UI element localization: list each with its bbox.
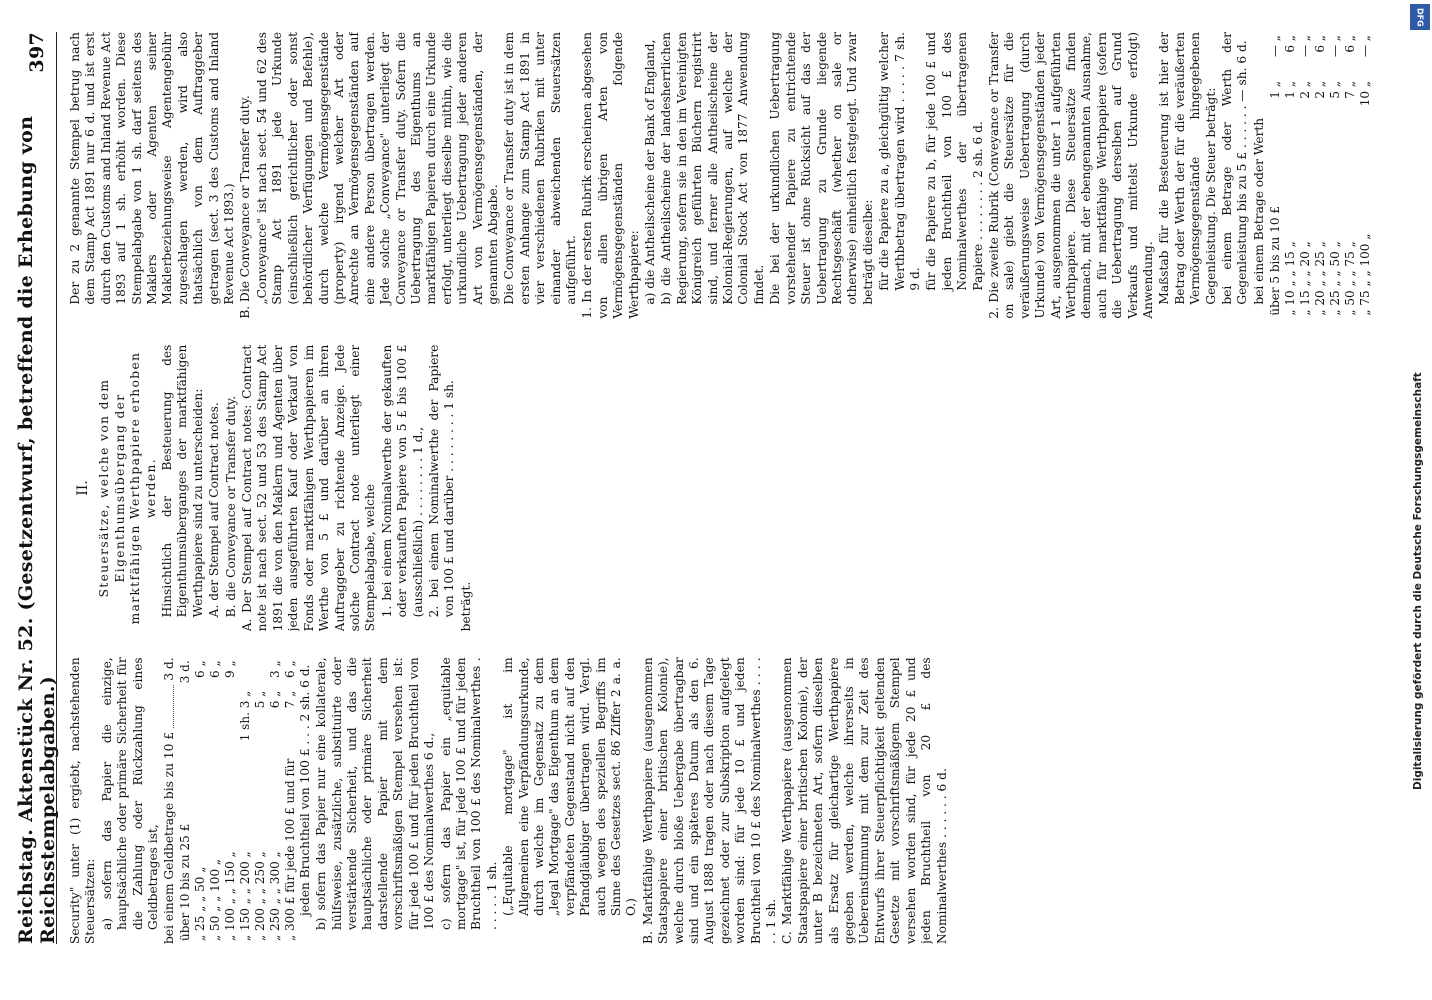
rate-row <box>238 657 253 944</box>
paragraph: b) sofern das Papier nur eine kollaterale, hülfsweise, zusätzliche, substituirte oder verstärkende Sicherheit, und das die hauptsächliche oder primäre Sicherheit darstellende Papier mit dem vorschriftsmäßigen Stempel versehen ist: für jede 100 £ und für jeden Bruchtheil von 100 £ des Nominalwerthes 6 d., <box>314 657 437 930</box>
rate-value: 6 „ <box>192 660 207 678</box>
rate-value <box>238 657 253 687</box>
rate-value <box>178 688 193 747</box>
rate-label: „ 50 „ „ 100 „ <box>207 858 222 941</box>
rate-value <box>208 688 223 747</box>
rate-value: 10 „ <box>1358 80 1373 107</box>
rate-label: „ 50 „ „ 75 „ <box>1343 241 1358 316</box>
rate-value: 6 „ <box>282 660 297 678</box>
rate-row <box>1313 32 1328 319</box>
list-item: B. die Conveyance or Transfer duty. <box>223 395 238 618</box>
rate-label: über 10 bis zu 25 £ <box>177 823 192 941</box>
paragraph: C. Marktfähige Werthpapiere (ausgenommen Staatspapiere einer britischen Kolonie), der unter B bezeichneten Art, sofern dieselben als Ersatz für gleichartige Werthpapiere gegeben werden, welche ihrerseits in Uebereinstimmung mit dem zur Zeit des Entwurfs ihrer Steuerpflichtigkeit geltenden Gesetze mit vorschriftsmäßigem Stempel versehen worden sind, für jede 20 £ und jeden Bruchtheil von 20 £ des Nominalwerthes . . . . . . 6 d. <box>780 657 949 944</box>
running-title: Reichstag. Aktenstück Nr. 52. (Gesetzentwurf, betreffend die Erhebung von Reichsstempelabgaben.) <box>15 115 59 944</box>
paragraph: B. Marktfähige Werthpapiere (ausgenommen Staatspapiere einer britischen Kolonie), welche durch bloße Uebergabe übertragbar sind und ein späteres Datum als den 6. August 1888 tragen oder nach diesem Tage gezeichnet oder zur Subskription aufgelegt worden sind: für jede 10 £ und jeden Bruchtheil von 10 £ des Nominalwerthes . . . . . . 1 sh. <box>640 657 779 944</box>
rate-value: — „ <box>1358 34 1373 58</box>
rate-row <box>1283 32 1298 319</box>
rate-label: „ 300 £ für jede 100 £ und für <box>282 758 297 941</box>
rate-value: 6 „ <box>1343 34 1358 53</box>
rate-value: 7 „ <box>282 690 297 709</box>
paragraph: jeden Bruchtheil von 100 £ . . . 2 sh. 6 d. <box>297 664 312 916</box>
rate-value: 3 „ <box>267 660 282 678</box>
rate-label: „ 250 „ „ 300 „ <box>267 851 282 941</box>
column-3 <box>68 32 1376 319</box>
paragraph: Der zu 2 genannte Stempel betrug nach dem Stamp Act 1891 nur 6 d. und ist erst durch den Customs and Inland Revenue Act 1893 auf 1 sh. erhöht worden. Diese Stempelabgabe von 1 sh. darf seitens des Maklers oder Agenten seiner Maklerbeziehungsweise Agentengebühr zugeschlagen werden, wird also thatsächlich von dem Auftraggeber getragen (sect. 3 des Customs and Inland Revenue Act 1893.) <box>68 31 237 305</box>
rate-value <box>193 688 208 747</box>
rate-value: 1 „ <box>1268 80 1283 99</box>
rate-value <box>253 657 268 687</box>
digitization-note: Digitalisierung gefördert durch die Deutsche Forschungsgemeinschaft <box>1412 372 1424 790</box>
rate-value: — „ <box>1268 34 1283 58</box>
header-rule <box>56 32 57 944</box>
rate-table-sale <box>1268 32 1373 319</box>
paragraph: bei einem Betrage oder Werth der Gegenleistung bis zu 5 £ . . . . . . — sh. 6 d. <box>1220 31 1250 305</box>
rate-value: 6 „ <box>1283 34 1298 53</box>
paragraph: beträgt. <box>458 581 473 632</box>
rate-label: „ 150 „ „ 200 „ <box>237 851 252 941</box>
rate-row <box>1343 32 1358 319</box>
paragraph: („Equitable mortgage" ist im Allgemeinen eine Verpfändungsurkunde, durch welche im Gegensatz zu dem „legal Mortgage" das Eigenthum an dem verpfändeten Gegenstand nicht auf den Pfandgläubiger übertragen wird. Vergl. auch wegen des speziellen Begriffs im Sinne des Gesetzes sect. 86 Ziffer 2 a. a. O.) <box>501 657 639 916</box>
rate-row <box>1268 32 1283 319</box>
rate-row <box>1358 32 1373 319</box>
section-title: Steuersätze, welche von dem Eigenthumsübergang der marktfähigen Werthpapiere erhoben werden. <box>97 351 158 625</box>
rate-row <box>1328 32 1343 319</box>
column-2 <box>68 345 1376 632</box>
rate-value: 5 „ <box>252 690 267 709</box>
paragraph: Maßstab für die Besteuerung ist hier der Betrag oder Werth der für die veräußerten Vermögensgegenstände hingegebenen Gegenleistung. Die Steuer beträgt: <box>1157 31 1218 305</box>
rate-value: 2 „ <box>1298 80 1313 99</box>
rate-row <box>162 657 177 944</box>
rate-value: 6 „ <box>267 690 282 709</box>
rate-value: 3 d. <box>162 657 177 681</box>
rate-value: — „ <box>1298 34 1313 58</box>
rate-table-a <box>178 657 298 944</box>
rate-value: 6 „ <box>207 660 222 678</box>
rate-value: — „ <box>1328 34 1343 58</box>
text-columns <box>68 32 1376 944</box>
rate-value: 7 „ <box>1343 80 1358 99</box>
paragraph: a) sofern das Papier die einzige, hauptsächliche oder primäre Sicherheit für die Zahlung oder Rückzahlung eines Geldbetrages ist, <box>99 657 161 930</box>
rate-value: 3 d. <box>177 660 192 684</box>
list-item: 2. bei einem Nominalwerthe der Papiere von 100 £ und darüber . . . . . . . . 1 sh. <box>426 344 457 618</box>
rate-label: bei einem Geldbetrage bis zu 10 £ <box>162 731 177 944</box>
page-number: 397 <box>26 32 48 73</box>
rate-row <box>268 657 283 944</box>
rate-label: „ 200 „ „ 250 „ <box>252 851 267 941</box>
dfg-logo-icon: DFG <box>1410 4 1430 30</box>
rate-value: 1 sh. 3 „ <box>237 690 252 742</box>
rate-row <box>208 657 223 944</box>
rate-label: „ 20 „ „ 25 „ <box>1313 241 1328 316</box>
paragraph: für die Papiere zu b, für jede 100 £ und jeden Bruchtheil von 100 £ des Nominalwerthes der übertragenen Papiere . . . . . . . . 2 sh. 6 d. <box>924 31 985 291</box>
paragraph: Security" unter (1) ergiebt, nachstehenden Steuersätzen: <box>68 657 98 944</box>
rate-row <box>283 657 298 944</box>
rate-label: über 5 bis zu 10 £ <box>1268 206 1283 316</box>
paragraph: „Conveyance" ist nach sect. 54 und 62 des Stamp Act 1891 jede Urkunde (einschließlich gerichtlicher oder sonst behördlicher Verfügungen und Befehle), durch welche Vermögensgegenstände (property) irgend welcher Art oder Anrechte an Vermögensgegenständen auf eine andere Person übertragen werden. Jede solche „Conveyance" unterliegt der Conveyance or Transfer duty. Sofern die Uebertragung des Eigenthums an marktfähigen Papieren durch eine Urkunde erfolgt, unterliegt dieselbe mithin, wie die urkundliche Uebertragung jeder anderen Art von Vermögensgegenständen, der genannten Abgabe. <box>254 31 500 305</box>
rate-value: 1 „ <box>1283 80 1298 99</box>
rate-label: „ 25 „ „ 50 „ <box>192 866 207 941</box>
list-item: b) die Antheilscheine der landesherrlichen Regierung, sofern sie in den im Vereinigten Königreich geführten Büchern registrirt sind, und ferner alle Antheilscheine der Kolonial-Regierungen, auf welche der Colonial Stock Act von 1877 Anwendung findet. <box>659 31 766 305</box>
paragraph: Hinsichtlich der Besteuerung des Eigenthumsüberganges der marktfähigen Werthpapiere sind zu unterscheiden: <box>160 344 205 618</box>
paragraph: A. Der Stempel auf Contract notes: Contract note ist nach sect. 52 und 53 des Stamp Act 1891 die von den Maklern und Agenten über jeden ausgeführten Kauf oder Verkauf von Fonds oder marktfähigen Werthpapieren im Werthe von 5 £ und darüber an ihren Auftraggeber zu richtende Anzeige. Jede solche Contract note unterliegt einer Stempelabgabe, welche <box>240 344 378 632</box>
dfg-side-strip <box>1408 0 1432 1000</box>
rate-row <box>253 657 268 944</box>
rate-value: 9 „ <box>222 660 237 678</box>
rate-label: „ 100 „ „ 150 „ <box>222 851 237 941</box>
rate-row <box>193 657 208 944</box>
rate-value: 6 „ <box>1313 34 1328 53</box>
rate-label: „ 25 „ „ 50 „ <box>1328 241 1343 316</box>
rate-row <box>1298 32 1313 319</box>
column-1 <box>68 657 1376 944</box>
paragraph: c) sofern das Papier ein „equitable mortgage" ist, für jede 100 £ und für jeden Bruchtheil von 100 £ des Nominalwerthes . . . . . . 1 sh. <box>438 657 499 930</box>
paragraph: Die bei der urkundlichen Uebertragung vorstehender Papiere zu entrichtende Steuer ist ohne Rücksicht auf das der Uebertragung zu Grunde liegende Rechtsgeschäft (whether on sale or otherwise) einheitlich festgelegt. Und zwar beträgt dieselbe: <box>768 31 875 305</box>
paragraph: Die Conveyance or Transfer duty ist in dem ersten Anhange zum Stamp Act 1891 in vier verschiedenen Rubriken mit unter einander abweichenden Steuersätzen aufgeführt. <box>502 31 578 305</box>
list-item: A. der Stempel auf Contract notes. <box>207 402 222 618</box>
rate-row <box>223 657 238 944</box>
running-head <box>15 0 59 1000</box>
rate-label: „ 75 „ „ 100 „ <box>1358 233 1373 316</box>
subheading: B. Die Conveyance or Transfer duty. <box>238 95 253 319</box>
rate-value <box>223 688 238 747</box>
paragraph: 1. In der ersten Rubrik erscheinen abgesehen von allen übrigen Arten von Vermögensgegenständen folgende Werthpapiere: <box>580 31 641 319</box>
scanned-page <box>16 0 1396 1000</box>
rate-value: 2 „ <box>1313 80 1328 99</box>
rate-row <box>178 657 193 944</box>
paragraph: 2. Die zweite Rubrik (Conveyance or Transfer on sale) giebt die Steuersätze für die veräußerungsweise Uebertragung (durch Urkunde) von Vermögensgegenständen jeder Art, ausgenommen die unter 1 aufgeführten Werthpapiere. Diese Steuersätze finden demnach, mit der ebengenannten Ausnahme, auch für marktfähige Werthpapiere (sofern die Uebertragung derselben auf Grund Verkaufs und mittelst Urkunde erfolgt) Anwendung. <box>986 31 1156 319</box>
rate-label: „ 10 „ „ 15 „ <box>1283 241 1298 316</box>
section-numeral: II. <box>75 480 91 496</box>
paragraph: für die Papiere zu a, gleichgültig welcher Werthbetrag übertragen wird . . . . . 7 sh. 9 d. <box>877 31 922 291</box>
paragraph: bei einem Betrage oder Werth <box>1251 117 1266 305</box>
list-item: a) die Antheilscheine der Bank of England, <box>643 39 658 305</box>
rate-value: 5 „ <box>1328 80 1343 99</box>
rate-label: „ 15 „ „ 20 „ <box>1298 241 1313 316</box>
list-item: 1. bei einem Nominalwerthe der gekauften oder verkauften Papiere von 5 £ bis 100 £ (ausschließlich) . . . . . . . . 1 d., <box>379 344 425 618</box>
